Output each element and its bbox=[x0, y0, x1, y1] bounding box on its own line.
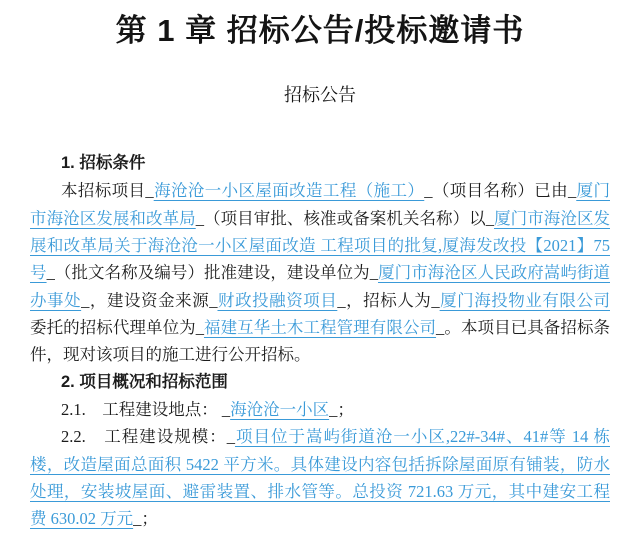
document-body bbox=[30, 150, 610, 533]
filled-blank-text: 海沧沧一小区 bbox=[230, 400, 330, 420]
filled-blank-text: 厦门市海沧区发 bbox=[494, 208, 610, 228]
document-line bbox=[30, 287, 610, 314]
filled-blank-text: 展和改革局关于海沧沧一小区屋面改造 工程项目的批复,厦海发改投【2021】75 bbox=[30, 236, 610, 256]
static-text: _。本项目已具备招标条 bbox=[436, 318, 610, 338]
static-text: _（项目名称）已由_ bbox=[424, 181, 577, 201]
static-text: _，招标人为_ bbox=[337, 290, 440, 310]
filled-blank-text: 办事处 bbox=[30, 290, 82, 310]
static-text: 2.2. 工程建设规模：_ bbox=[61, 427, 235, 447]
static-text: 件，现对该项目的施工进行公开招标。 bbox=[30, 345, 311, 365]
document-line bbox=[30, 478, 610, 505]
section-title: 招标公告 bbox=[284, 85, 356, 105]
document-line bbox=[30, 423, 610, 450]
static-text: 委托的招标代理单位为_ bbox=[30, 318, 204, 338]
chapter-title: 第 1 章 招标公告/投标邀请书 bbox=[115, 13, 525, 48]
static-text: _（项目审批、核准或备案机关名称）以_ bbox=[195, 208, 495, 228]
filled-blank-text: 号 bbox=[30, 263, 47, 283]
document-line bbox=[30, 314, 610, 341]
filled-blank-text: 楼，改造屋面总面积 5422 平方米。具体建设内容包括拆除屋面原有铺装，防水 bbox=[30, 454, 610, 474]
section-heading bbox=[30, 369, 610, 396]
filled-blank-text: 费 630.02 万元 bbox=[30, 509, 134, 529]
static-text: 2. 项目概况和招标范围 bbox=[61, 372, 228, 391]
filled-blank-text: 厦门市海沧区人民政府嵩屿街道 bbox=[378, 263, 610, 283]
static-text: 本招标项目_ bbox=[61, 181, 154, 201]
static-text: _； bbox=[329, 400, 354, 420]
filled-blank-text: 处理，安装坡屋面、避雷装置、排水管等。总投资 721.63 万元，其中建安工程 bbox=[30, 482, 610, 502]
static-text: _，建设资金来源_ bbox=[81, 290, 218, 310]
document-line bbox=[30, 259, 610, 286]
document-line bbox=[30, 205, 610, 232]
static-text: _； bbox=[133, 509, 158, 529]
document-line bbox=[30, 232, 610, 259]
static-text: 2.1. 工程建设地点： _ bbox=[61, 400, 231, 420]
filled-blank-text: 厦门海投物业有限公司 bbox=[439, 290, 610, 310]
static-text: _（批文名称及编号）批准建设，建设单位为_ bbox=[46, 263, 379, 283]
filled-blank-text: 市海沧区发展和改革局 bbox=[30, 208, 196, 228]
filled-blank-text: 福建互华土木工程管理有限公司 bbox=[203, 318, 437, 338]
document-line bbox=[30, 451, 610, 478]
filled-blank-text: 厦门 bbox=[576, 181, 610, 201]
document-line bbox=[30, 396, 610, 423]
static-text: 1. 招标条件 bbox=[61, 154, 146, 172]
document-line bbox=[30, 177, 610, 204]
document-line bbox=[30, 341, 610, 368]
document-line bbox=[30, 505, 610, 532]
section-heading bbox=[30, 150, 610, 177]
filled-blank-text: 项目位于嵩屿街道沧一小区,22#-34#、41#等 14 栋 bbox=[234, 427, 610, 447]
filled-blank-text: 财政投融资项目 bbox=[217, 290, 338, 310]
filled-blank-text: 海沧沧一小区屋面改造工程（施工） bbox=[153, 181, 425, 201]
